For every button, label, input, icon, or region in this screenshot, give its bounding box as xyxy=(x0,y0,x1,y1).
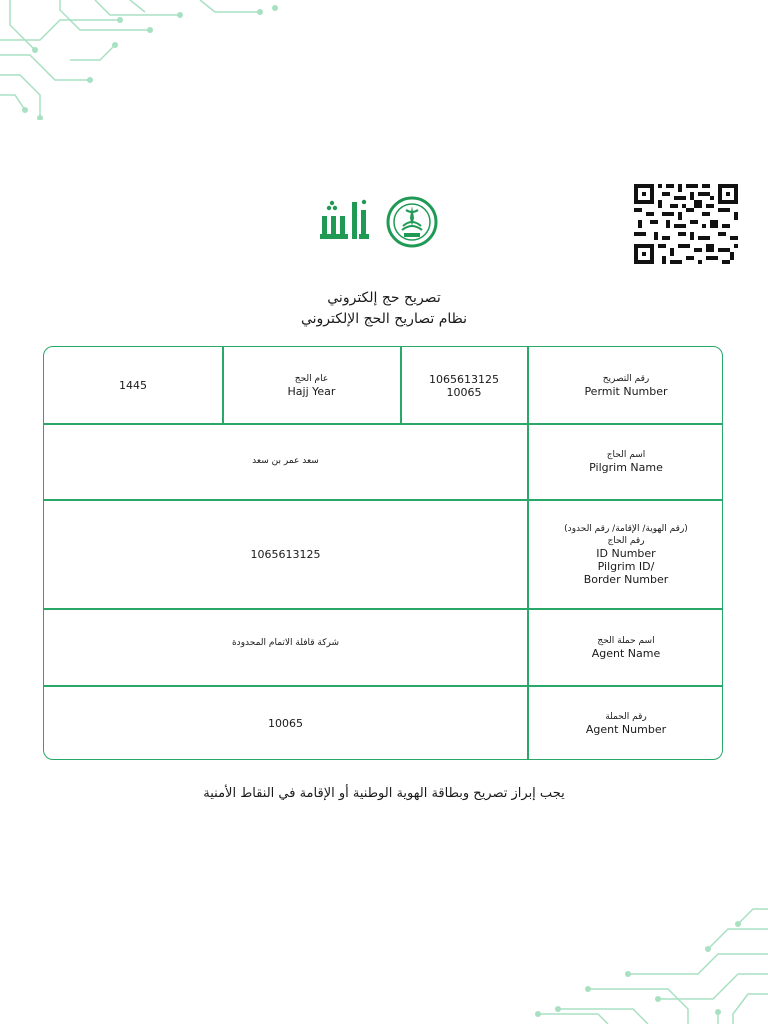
qr-code-icon xyxy=(634,184,738,264)
circuit-decoration-top-left xyxy=(0,0,290,120)
id-label-en-2: Pilgrim ID/ xyxy=(597,559,655,573)
hajj-year-label-en: Hajj Year xyxy=(287,384,336,398)
id-number-label xyxy=(528,500,723,608)
hajj-year-value xyxy=(44,347,222,423)
agent-number-value xyxy=(44,686,527,760)
agent-number-label xyxy=(528,686,723,760)
agent-number-value-text: 10065 xyxy=(268,717,303,730)
agent-number-label-ar: رقم الحملة xyxy=(605,712,647,722)
agent-name-label-ar: اسم حملة الحج xyxy=(597,635,655,646)
id-number-value-text: 1065613125 xyxy=(250,547,321,561)
id-number-value xyxy=(44,500,527,608)
permit-table xyxy=(43,346,723,760)
id-label-en-3: Border Number xyxy=(583,572,669,586)
agent-name-label-en: Agent Name xyxy=(591,646,661,660)
pilgrim-name-label-ar: اسم الحاج xyxy=(606,450,646,460)
hajj-year-value-text: 1445 xyxy=(119,378,147,392)
pilgrim-name-label-en: Pilgrim Name xyxy=(589,461,663,474)
agent-name-value xyxy=(44,609,527,685)
pilgrim-name-value xyxy=(44,424,527,499)
circuit-decoration-bottom-right xyxy=(468,894,768,1024)
permit-number-value-1: 1065613125 xyxy=(429,373,499,386)
absher-logo xyxy=(318,198,374,242)
agent-name-value-text: شركة قافلة الاتمام المحدودة xyxy=(231,638,340,648)
security-checkpoint-note: يجب إبراز تصريح وبطاقة الهوية الوطنية أو الإقامة في النقاط الأمنية xyxy=(203,786,565,801)
pilgrim-name-label xyxy=(528,424,723,499)
id-label-ar-2: رقم الحاج xyxy=(607,535,645,546)
id-label-en-1: ID Number xyxy=(596,546,656,560)
document-subtitle: نظام تصاريح الحج الإلكتروني xyxy=(300,311,468,327)
saudi-emblem-icon xyxy=(384,196,440,248)
pilgrim-name-value-text: سعد عمر بن سعد xyxy=(252,456,319,466)
header-logos xyxy=(318,196,448,252)
hajj-year-label xyxy=(223,347,400,423)
id-label-ar-1: (رقم الهوية/ الإقامة/ رقم الحدود) xyxy=(564,523,688,534)
permit-number-label xyxy=(528,347,723,423)
permit-number-label-en: Permit Number xyxy=(584,384,668,398)
permit-number-value-2: 10065 xyxy=(446,386,482,399)
document-title: تصريح حج إلكتروني xyxy=(327,290,441,306)
agent-name-label xyxy=(528,609,723,685)
agent-number-label-en: Agent Number xyxy=(585,723,667,736)
permit-number-label-ar: رقم التصريح xyxy=(602,373,650,384)
permit-number-value xyxy=(401,347,527,423)
hajj-year-label-ar: عام الحج xyxy=(294,373,329,384)
